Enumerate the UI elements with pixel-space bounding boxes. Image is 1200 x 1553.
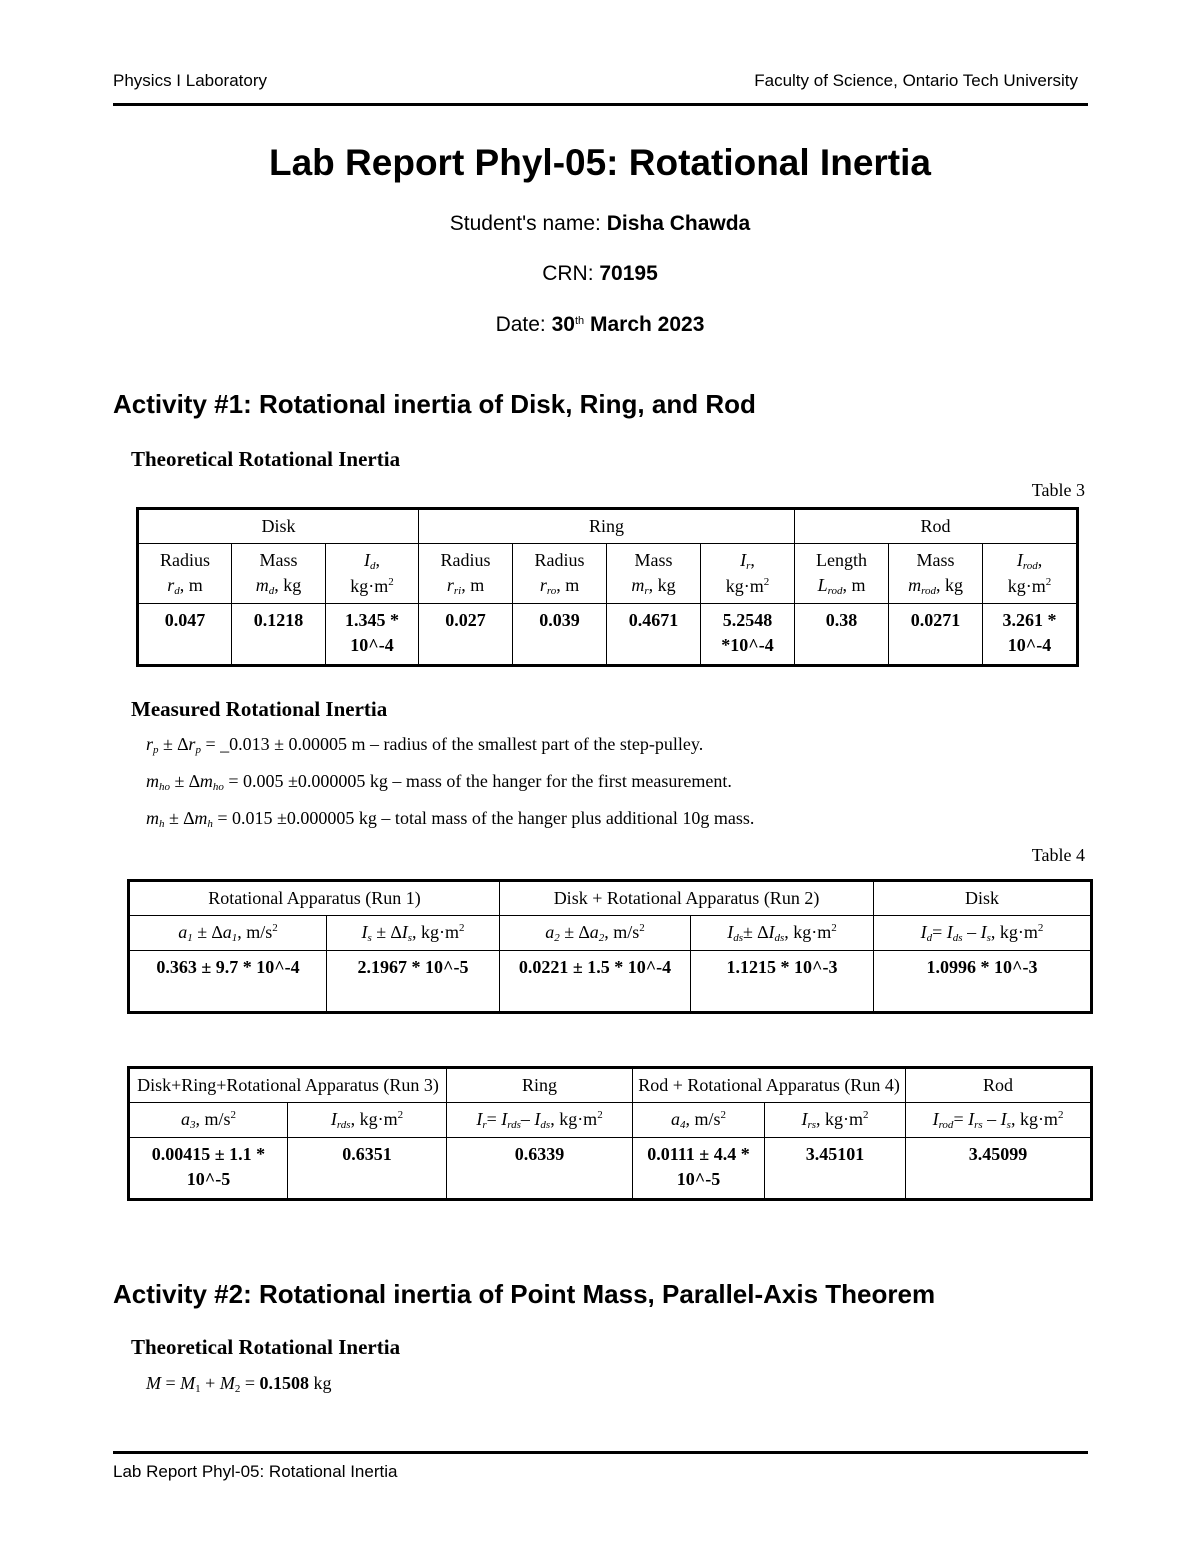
table5-cell: 0.6339	[447, 1138, 633, 1200]
table3-cell: 1.345 * 10^-4	[326, 603, 419, 665]
table3	[136, 507, 1079, 667]
table5-group-ring: Ring	[447, 1068, 633, 1103]
table5-group-run3: Disk+Ring+Rotational Apparatus (Run 3)	[129, 1068, 447, 1103]
table4-caption: Table 4	[1031, 845, 1085, 865]
table3-col-rod-mass: Mass $m_{rod}$, kg	[889, 543, 983, 603]
table4-value-row	[129, 951, 1092, 1013]
activity1-theoretical-heading: Theoretical Rotational Inertia	[131, 447, 401, 471]
table3-col-disk-inertia: $I_d$, $kg\cdot m^2$	[326, 543, 419, 603]
activity1-heading: Activity #1: Rotational inertia of Disk, Ring, and Rod	[113, 389, 756, 419]
rp-line: $r_p \pm \Delta r_p$ = _0.013 ± 0.00005 m – radius of the smallest part of the step-pulley.	[146, 734, 704, 756]
footer-text: Lab Report Phyl-05: Rotational Inertia	[113, 1462, 398, 1481]
table4-cell: 1.0996 * 10^-3	[874, 951, 1092, 1013]
table4-col-a2: $a_2 \pm \Delta a_2$, $m/s^2$	[500, 915, 691, 950]
table5-col-a4: $a_4$, $m/s^2$	[633, 1102, 765, 1137]
mh-line: $m_h \pm \Delta m_h = 0.015 \pm 0.000005$ kg – total mass of the hanger plus additional 10g mass.	[146, 808, 755, 830]
footer-rule	[113, 1451, 1088, 1454]
table4-header-row	[129, 915, 1092, 950]
table4	[127, 879, 1093, 1014]
mh-text: = 0.015 ±0.000005 kg – total mass of the hanger plus additional 10g mass.	[212, 808, 755, 828]
table3-cell: 0.027	[419, 603, 513, 665]
table5-cell: 0.6351	[288, 1138, 447, 1200]
date-line	[0, 313, 1200, 337]
table3-group-rod: Rod	[795, 509, 1078, 544]
table3-col-rod-length: Length $L_{rod}$, m	[795, 543, 889, 603]
table3-header-row	[138, 543, 1078, 603]
header-course: Physics I Laboratory	[113, 71, 268, 90]
table5-group-run4: Rod + Rotational Apparatus (Run 4)	[633, 1068, 906, 1103]
table3-group-disk: Disk	[138, 509, 419, 544]
date-day: 30	[551, 313, 575, 336]
table3-value-row	[138, 603, 1078, 665]
page-title: Lab Report Phyl-05: Rotational Inertia	[269, 142, 931, 183]
student-label: Student's name:	[449, 212, 607, 235]
table4-cell: 0.363 ± 9.7 * 10^-4	[129, 951, 327, 1013]
total-mass-unit: kg	[308, 1373, 332, 1393]
activity2-theoretical-heading: Theoretical Rotational Inertia	[131, 1335, 401, 1359]
table3-caption: Table 3	[1031, 480, 1085, 500]
header-rule	[113, 103, 1088, 106]
table3-cell: 0.039	[513, 603, 607, 665]
mho-text: = 0.005 ±0.000005 kg – mass of the hanger for the first measurement.	[223, 771, 732, 791]
table4-cell: 1.1215 * 10^-3	[691, 951, 874, 1013]
table5-col-ir: $I_r= I_{rds}-$ $I_{ds}$, $kg\cdot m^2$	[447, 1102, 633, 1137]
mho-line: $m_{ho} \pm \Delta m_{ho} = 0.005 \pm 0.000005$ kg – mass of the hanger for the first measurement.	[146, 771, 732, 793]
table5-group-row	[129, 1068, 1092, 1103]
measured-heading: Measured Rotational Inertia	[131, 697, 388, 721]
date-rest: March 2023	[584, 313, 705, 336]
crn-label: CRN:	[542, 262, 600, 285]
table5-value-row	[129, 1138, 1092, 1200]
table3-col-disk-radius: Radius $r_d$, m	[138, 543, 232, 603]
date-label: Date:	[495, 313, 552, 336]
rp-text: = _0.013 ± 0.00005 m – radius of the smallest part of the step-pulley.	[200, 734, 704, 754]
table4-cell: 2.1967 * 10^-5	[327, 951, 500, 1013]
table3-cell: 0.38	[795, 603, 889, 665]
table5-cell: 3.45099	[906, 1138, 1092, 1200]
table3-group-row	[138, 509, 1078, 544]
table3-col-rod-inertia: $I_{rod}$, $kg\cdot m^2$	[983, 543, 1078, 603]
table4-cell: 0.0221 ± 1.5 * 10^-4	[500, 951, 691, 1013]
table3-group-ring: Ring	[419, 509, 795, 544]
table3-col-ring-inner-radius: Radius $r_{ri}$, m	[419, 543, 513, 603]
table3-cell: 5.2548 *10^-4	[701, 603, 795, 665]
table5-col-a3: $a_3$, $m/s^2$	[129, 1102, 288, 1137]
table5-cell: 0.0111 ± 4.4 * 10^-5	[633, 1138, 765, 1200]
table5-cell: 0.00415 ± 1.1 * 10^-5	[129, 1138, 288, 1200]
table5-group-rod: Rod	[906, 1068, 1092, 1103]
table3-cell: 0.1218	[232, 603, 326, 665]
crn-value: 70195	[599, 262, 658, 285]
header-faculty: Faculty of Science, Ontario Tech University	[754, 71, 1078, 90]
table5-header-row	[129, 1102, 1092, 1137]
date-suffix: th	[574, 315, 585, 327]
table5	[127, 1066, 1093, 1201]
table4-group-row	[129, 881, 1092, 916]
total-mass-equation: $M = M_1 + M_2 = 0.1508$ kg	[146, 1373, 332, 1395]
table4-group-run2: Disk + Rotational Apparatus (Run 2)	[500, 881, 874, 916]
student-name: Disha Chawda	[606, 212, 751, 235]
crn-line	[0, 262, 1200, 286]
table3-col-ring-outer-radius: Radius $r_{ro}$, m	[513, 543, 607, 603]
activity2-heading: Activity #2: Rotational inertia of Point Mass, Parallel-Axis Theorem	[113, 1279, 936, 1309]
table3-col-disk-mass: Mass $m_d$, kg	[232, 543, 326, 603]
table5-col-irds: $I_{rds}$, $kg\cdot m^2$	[288, 1102, 447, 1137]
table5-col-irs: $I_{rs}$, $kg\cdot m^2$	[765, 1102, 906, 1137]
table4-group-disk: Disk	[874, 881, 1092, 916]
table4-col-a1: $a_1 \pm \Delta a_1$, $m/s^2$	[129, 915, 327, 950]
table3-cell: 0.0271	[889, 603, 983, 665]
table5-cell: 3.45101	[765, 1138, 906, 1200]
table4-col-is: $I_s \pm \Delta I_s$, $kg\cdot m^2$	[327, 915, 500, 950]
table3-cell: 0.4671	[607, 603, 701, 665]
table4-group-run1: Rotational Apparatus (Run 1)	[129, 881, 500, 916]
table4-col-id: $I_d= I_{ds} - I_s$, $kg\cdot m^2$	[874, 915, 1092, 950]
table3-col-ring-inertia: $I_r$, $kg\cdot m^2$	[701, 543, 795, 603]
table3-cell: 0.047	[138, 603, 232, 665]
total-mass-value: 0.1508	[259, 1373, 309, 1393]
table3-col-ring-mass: Mass $m_r$, kg	[607, 543, 701, 603]
table4-col-ids: $I_{ds}\pm \Delta I_{ds}$, $kg\cdot m^2$	[691, 915, 874, 950]
table5-col-irod: $I_{rod}= I_{rs} - I_s$, $kg\cdot m^2$	[906, 1102, 1092, 1137]
table3-cell: 3.261 * 10^-4	[983, 603, 1078, 665]
student-name-line	[0, 212, 1200, 236]
